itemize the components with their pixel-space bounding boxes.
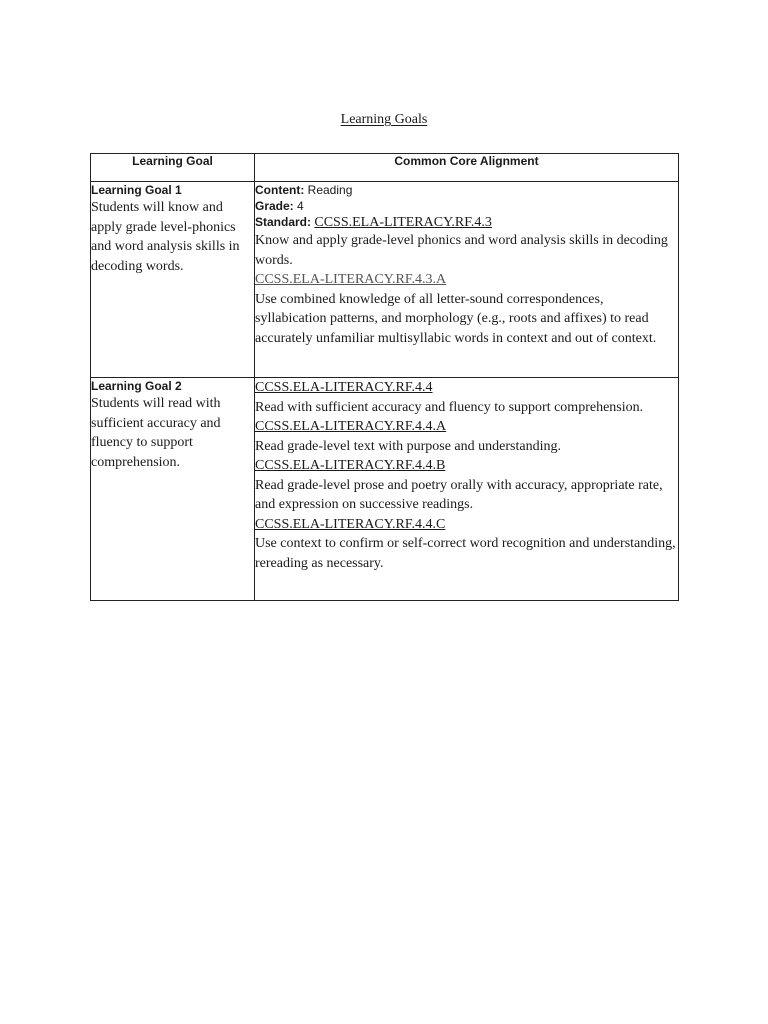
content-value: Reading (307, 183, 353, 197)
goal-text: Students will read with sufficient accuracy and fluency to support comprehension. (91, 396, 221, 470)
standard-link[interactable]: CCSS.ELA-LITERACY.RF.4.4 (255, 380, 433, 395)
table-header-row (91, 154, 679, 182)
standard-link[interactable]: CCSS.ELA-LITERACY.RF.4.4.A (255, 419, 447, 434)
standard-link[interactable]: CCSS.ELA-LITERACY.RF.4.3 (314, 215, 492, 230)
column-header-common-core-alignment: Common Core Alignment (255, 154, 679, 182)
content-line (255, 182, 678, 198)
goal-cell (91, 182, 255, 378)
content-label: Content: (255, 183, 305, 197)
table-row (91, 378, 679, 601)
page-title: Learning Goals (340, 112, 428, 127)
goal-cell (91, 378, 255, 601)
alignment-cell (255, 378, 679, 601)
goal-label: Learning Goal 2 (91, 379, 182, 393)
standard-line (255, 214, 678, 231)
learning-goals-table (90, 153, 679, 601)
table-row (91, 182, 679, 378)
column-header-learning-goal: Learning Goal (91, 154, 255, 182)
goal-text: Students will know and apply grade level-phonics and word analysis skills in decoding words. (91, 200, 240, 274)
standard-description: Read grade-level prose and poetry orally with accuracy, appropriate rate, and expression on successive readings. (255, 477, 663, 512)
standard-link[interactable]: CCSS.ELA-LITERACY.RF.4.4.B (255, 458, 446, 473)
alignment-cell (255, 182, 679, 378)
standard-label: Standard: (255, 215, 312, 229)
standard-description: Use context to confirm or self-correct word recognition and understanding, rereading as necessary. (255, 536, 676, 571)
standard-description: Know and apply grade-level phonics and word analysis skills in decoding words. (255, 233, 668, 268)
standard-link[interactable]: CCSS.ELA-LITERACY.RF.4.4.C (255, 516, 446, 532)
sub-standard-description: Use combined knowledge of all letter-sound correspondences, syllabication patterns, and morphology (e.g., roots and affixes) to read accurately unfamiliar multisyllabic words in context and out of context. (255, 291, 657, 346)
grade-line (255, 198, 678, 214)
grade-label: Grade: (255, 199, 294, 213)
sub-standard-link[interactable]: CCSS.ELA-LITERACY.RF.4.3.A (255, 272, 447, 287)
standard-description: Read with sufficient accuracy and fluency to support comprehension. (255, 399, 644, 415)
goal-label: Learning Goal 1 (91, 183, 182, 197)
grade-value: 4 (297, 199, 304, 213)
standard-description: Read grade-level text with purpose and understanding. (255, 438, 561, 454)
